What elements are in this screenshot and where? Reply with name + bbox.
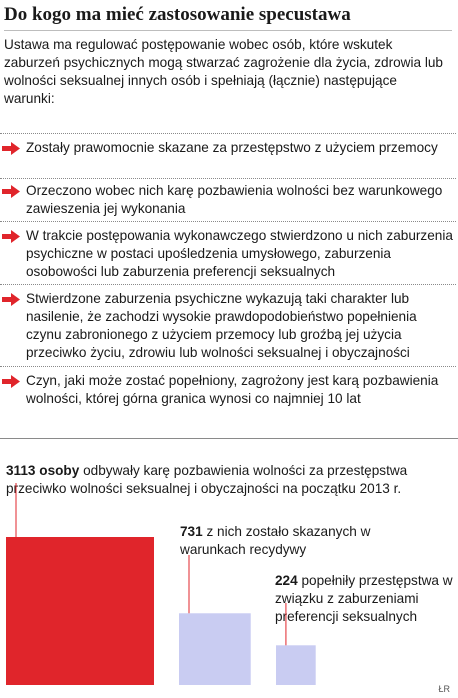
divider (0, 133, 456, 134)
bar-chart (0, 445, 458, 698)
bar-2 (276, 645, 316, 685)
condition-text: Orzeczono wobec nich karę pozbawienia wolności bez warunkowego zawieszenia jej wykonania (26, 183, 443, 216)
section-divider (0, 438, 458, 439)
red-arrow-icon (2, 185, 20, 198)
red-arrow-icon (2, 375, 20, 388)
bar-1 (179, 613, 251, 685)
divider (0, 178, 456, 179)
divider (0, 221, 456, 222)
page-title: Do kogo ma mieć zastosowanie specustawa (4, 4, 351, 25)
intro-text: Ustawa ma regulować postępowanie wobec osób, które wskutek zaburzeń psychicznych mogą stwarzać zagrożenie dla życia, zdrowia lub wolności seksualnej innych osób i spełniają (łącznie) następujące warunki: (4, 37, 443, 106)
annotation-text: odbywały karę pozbawienia wolności za przestępstwa przeciwko wolności seksualnej i obyczajności na początku 2013 r. (6, 463, 408, 496)
condition-text: Czyn, jaki może zostać popełniony, zagrożony jest karą pozbawienia wolności, której górna granica wynosi co najmniej 10 lat (26, 373, 439, 406)
divider (0, 284, 456, 285)
red-arrow-icon (2, 142, 20, 155)
condition-text: Stwierdzone zaburzenia psychiczne wykazują taki charakter lub nasilenie, że zachodzi wysokie prawdopodobieństwo popełnienia czynu zabronionego z użyciem przemocy lub groźbą jej użycia przeciwko życiu, zdrowiu lub wolności seksualnej i obyczajności (26, 291, 417, 360)
divider (0, 366, 456, 367)
condition-text: W trakcie postępowania wykonawczego stwierdzono u nich zaburzenia psychiczne w postaci upośledzenia umysłowego, zaburzenia osobowości lub zaburzenia preferencji seksualnych (26, 228, 453, 279)
annotation-value: 731 (180, 524, 203, 539)
source-credit: ŁR (438, 684, 450, 694)
condition-text: Zostały prawomocnie skazane za przestępstwo z użyciem przemocy (26, 140, 438, 155)
red-arrow-icon (2, 293, 20, 306)
annotation-value: 3113 osoby (6, 463, 80, 478)
bar-0 (6, 537, 154, 685)
annotation-value: 224 (275, 573, 298, 588)
annotation-text: popełniły przestępstwa w związku z zaburzeniami preferencji seksualnych (275, 573, 453, 624)
annotation-text: z nich zostało skazanych w warunkach recydywy (180, 524, 371, 557)
red-arrow-icon (2, 230, 20, 243)
title-divider (4, 30, 452, 31)
